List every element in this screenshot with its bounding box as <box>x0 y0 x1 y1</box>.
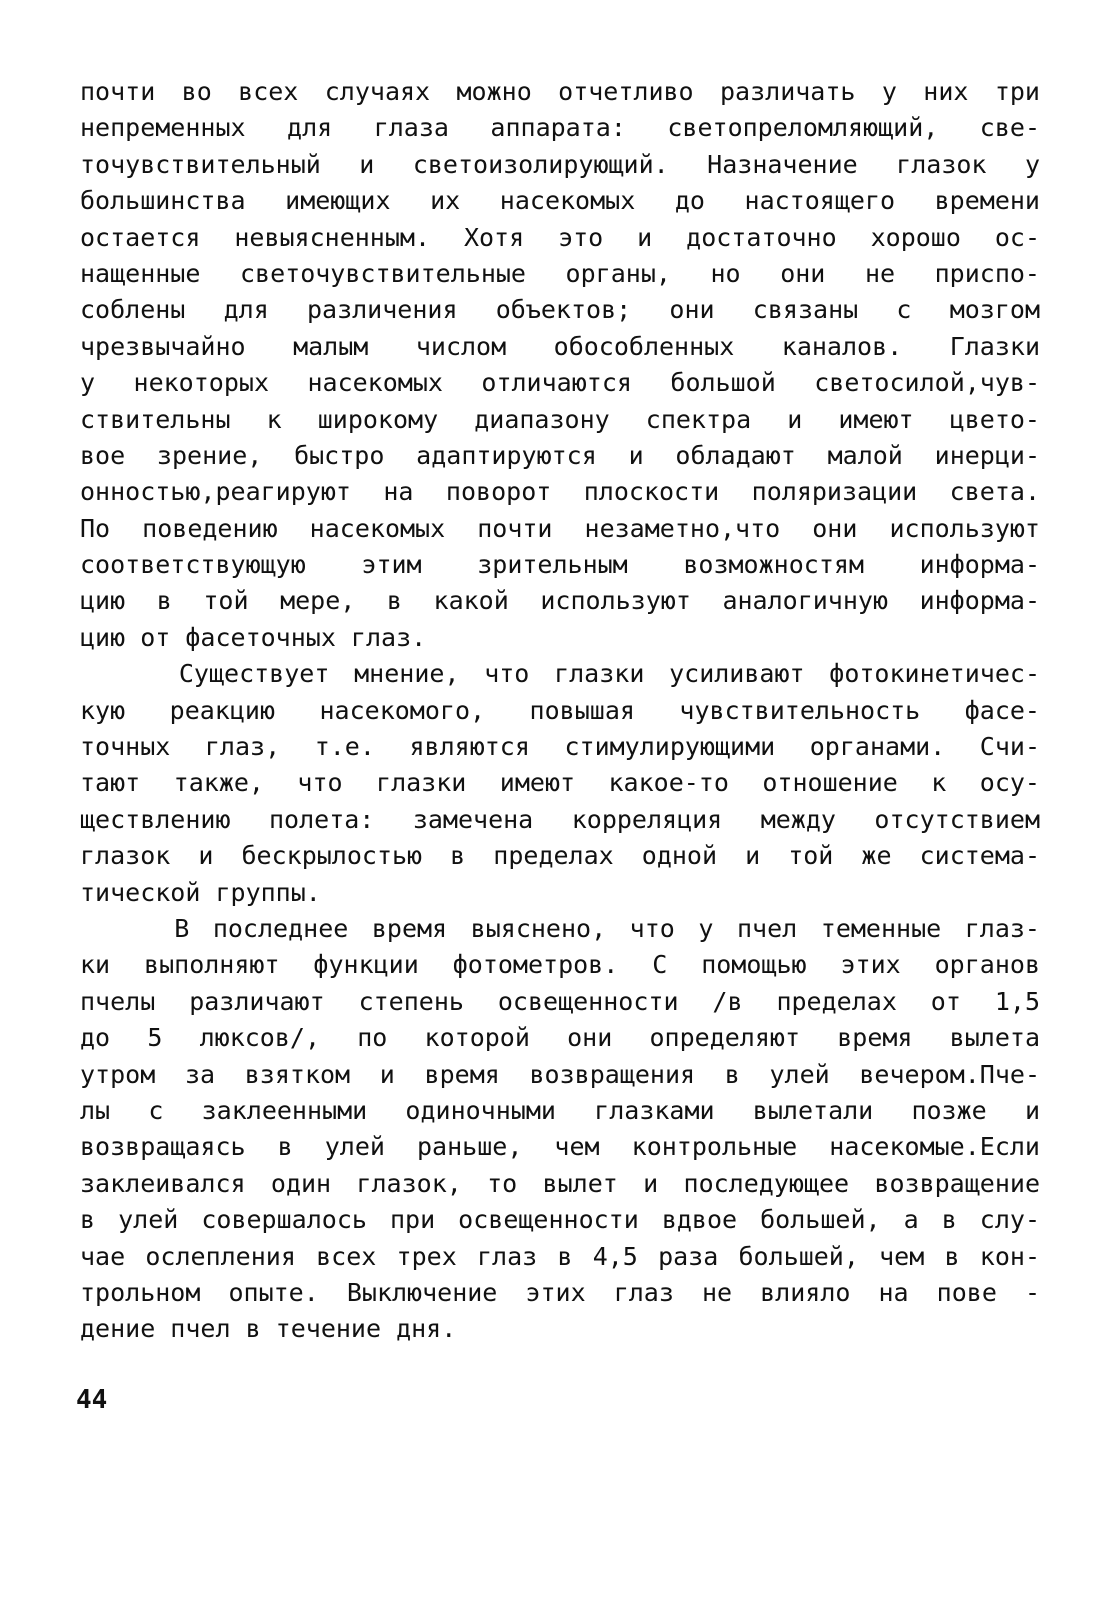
text-line: цию в той мере, в какой используют аналогичную информа- <box>80 586 1040 616</box>
text-line: чае ослепления всех трех глаз в 4,5 раза большей, чем в кон- <box>80 1241 1040 1271</box>
text-line: точных глаз, т.е. являются стимулирующими органами. Счи- <box>80 732 1040 762</box>
text-line: тической группы. <box>80 877 321 907</box>
text-line: точувствительный и светоизолирующий. Назначение глазок у <box>80 149 1040 179</box>
text-line: в улей совершалось при освещенности вдвое большей, а в слу- <box>80 1205 1040 1235</box>
text-line: По поведению насекомых почти незаметно,что они используют <box>80 513 1040 543</box>
text-line: чрезвычайно малым числом обособленных каналов. Глазки <box>80 331 1040 361</box>
text-line: В последнее время выяснено, что у пчел теменные глаз- <box>80 913 1040 943</box>
text-line: глазок и бескрылостью в пределах одной и той же система- <box>80 841 1040 871</box>
text-line: вое зрение, быстро адаптируются и обладают малой инерци- <box>80 440 1040 470</box>
page-number: 44 <box>76 1385 108 1415</box>
text-line: до 5 люксов/, по которой они определяют время вылета <box>80 1023 1040 1053</box>
text-line: ществлению полета: замечена корреляция между отсутствием <box>80 804 1040 834</box>
text-line: Существует мнение, что глазки усиливают фотокинетичес- <box>80 659 1040 689</box>
text-line: у некоторых насекомых отличаются большой светосилой,чув- <box>80 368 1040 398</box>
text-line: большинства имеющих их насекомых до настоящего времени <box>80 186 1040 216</box>
text-line: цию от фасеточных глаз. <box>80 622 427 652</box>
text-line: возвращаясь в улей раньше, чем контрольные насекомые.Если <box>80 1132 1040 1162</box>
text-line: заклеивался один глазок, то вылет и последующее возвращение <box>80 1168 1040 1198</box>
text-line: трольном опыте. Выключение этих глаз не влияло на пове - <box>80 1277 1040 1307</box>
text-line: пчелы различают степень освещенности /в пределах от 1,5 <box>80 986 1040 1016</box>
paragraph <box>80 74 1040 656</box>
text-line: лы с заклеенными одиночными глазками вылетали позже и <box>80 1095 1040 1125</box>
paragraph <box>80 911 1040 1348</box>
text-line: кую реакцию насекомого, повышая чувствительность фасе- <box>80 695 1040 725</box>
text-line: утром за взятком и время возвращения в улей вечером.Пче- <box>80 1059 1040 1089</box>
body-text <box>80 74 1040 1348</box>
text-line: онностью,реагируют на поворот плоскости поляризации света. <box>80 477 1040 507</box>
text-line: нащенные светочувствительные органы, но они не приспо- <box>80 258 1040 288</box>
text-line: ствительны к широкому диапазону спектра и имеют цвето- <box>80 404 1040 434</box>
text-line: остается невыясненным. Хотя это и достаточно хорошо ос- <box>80 222 1040 252</box>
text-line: дение пчел в течение дня. <box>80 1314 457 1344</box>
text-line: соблены для различения объектов; они связаны с мозгом <box>80 295 1040 325</box>
paragraph <box>80 656 1040 911</box>
text-line: почти во всех случаях можно отчетливо различать у них три <box>80 77 1040 106</box>
text-line: соответствующую этим зрительным возможностям информа- <box>80 550 1040 580</box>
text-line: непременных для глаза аппарата: светопреломляющий, све- <box>80 113 1040 143</box>
text-line: тают также, что глазки имеют какое-то отношение к осу- <box>80 768 1040 798</box>
text-line: ки выполняют функции фотометров. С помощью этих органов <box>80 950 1040 980</box>
